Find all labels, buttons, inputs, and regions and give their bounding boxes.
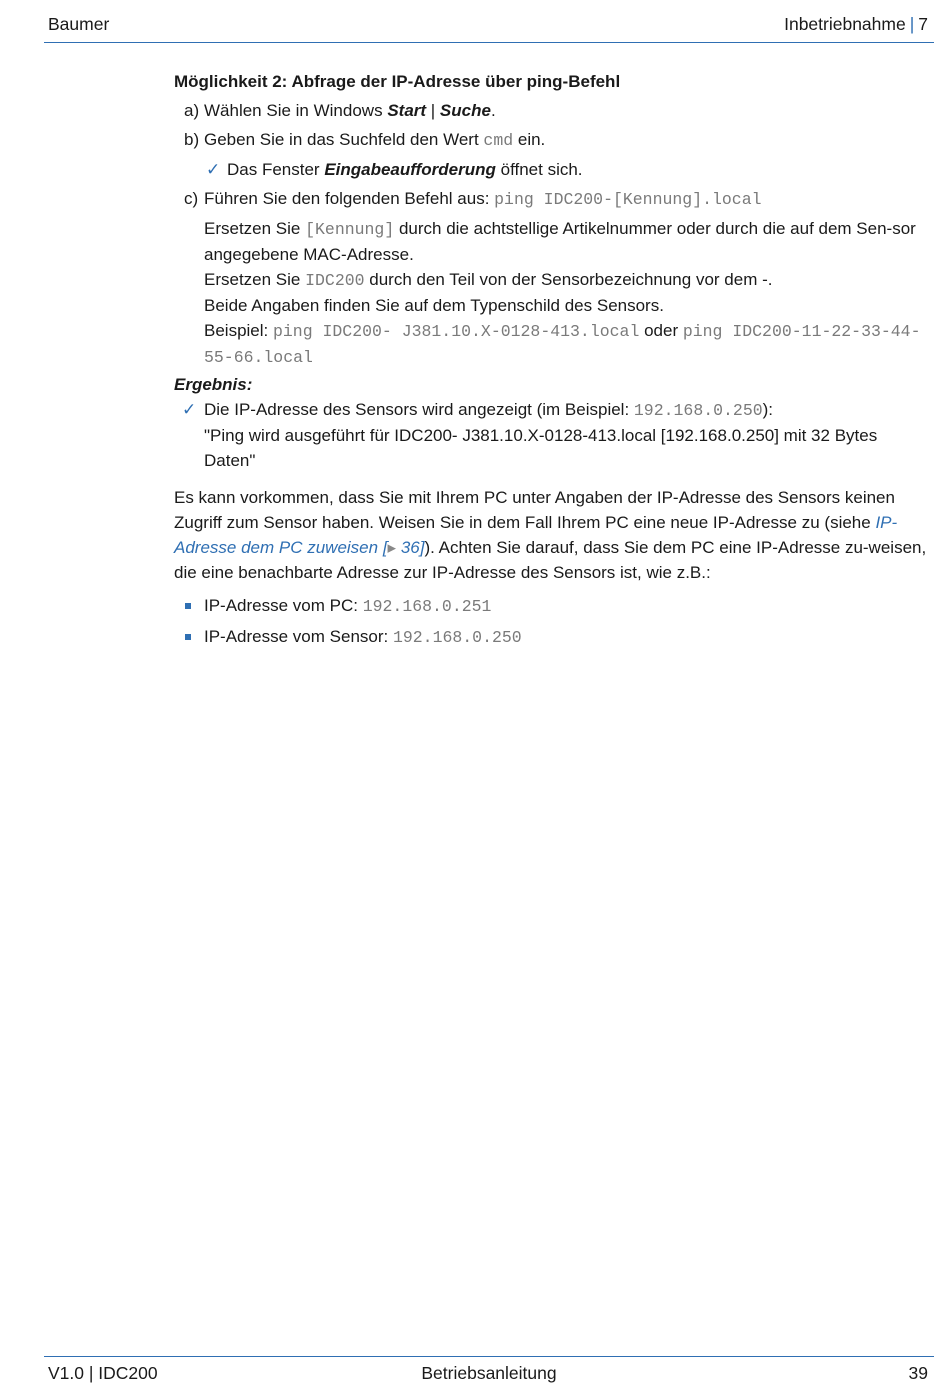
checkmark-icon: ✓	[182, 400, 197, 419]
main-content	[174, 69, 930, 655]
result-heading: Ergebnis:	[174, 375, 253, 394]
step-c-detail: Ersetzen Sie [Kennung] durch die achtstellige Artikelnummer oder durch die auf dem Sen-sor angegebene MAC-Adresse. Ersetzen Sie IDC200 durch den Teil von der Sensorbezeichnung vor dem -. Beide Angaben finden Sie auf dem Typenschild des Sensors. Beispiel: ping IDC200- J381.10.X-0128-413.local oder ping IDC200-11-22-33-44-55-66.local	[204, 219, 921, 367]
bullet-icon	[185, 634, 191, 640]
step-c: c) Führen Sie den folgenden Befehl aus: ping IDC200-[Kennung].local	[174, 186, 930, 212]
footer-title: Betriebsanleitung	[421, 1363, 557, 1383]
list-item: IP-Adresse vom PC: 192.168.0.251	[174, 593, 930, 619]
step-label: c)	[184, 189, 199, 208]
checkmark-icon: ✓	[206, 160, 221, 179]
page-footer	[44, 1356, 934, 1385]
cross-reference-link[interactable]: IP-Adresse dem PC zuweisen [▸ 36]	[174, 513, 898, 557]
section-heading: Möglichkeit 2: Abfrage der IP-Adresse über ping-Befehl	[174, 72, 621, 91]
bullet-icon	[185, 603, 191, 609]
code-ping: ping IDC200-[Kennung].local	[494, 190, 762, 209]
result-check-b: ✓ Das Fenster Eingabeaufforderung öffnet sich.	[174, 157, 930, 182]
footer-page-number: 39	[908, 1363, 928, 1383]
header-chapter: Inbetriebnahme | 7	[784, 14, 928, 34]
list-item: IP-Adresse vom Sensor: 192.168.0.250	[174, 624, 930, 650]
page-header	[44, 14, 934, 43]
code-cmd: cmd	[483, 131, 514, 150]
step-label: a)	[184, 101, 200, 120]
step-a: a) Wählen Sie in Windows Start | Suche.	[174, 98, 930, 123]
arrow-icon: ▸	[387, 538, 397, 557]
step-label: b)	[184, 130, 200, 149]
body-paragraph: Es kann vorkommen, dass Sie mit Ihrem PC unter Angaben der IP-Adresse des Sensors keinen Zugriff zum Sensor haben. Weisen Sie in dem Fall Ihrem PC eine neue IP-Adresse zu (siehe IP-Adresse dem PC zuweisen [▸ 36]). Achten Sie darauf, dass Sie dem PC eine IP-Adresse zu-weisen, die eine benachbarte Adresse zur IP-Adresse des Sensors ist, wie z.B.:	[174, 488, 927, 582]
result-item: ✓ Die IP-Adresse des Sensors wird angezeigt (im Beispiel: 192.168.0.250): "Ping wird ausgeführt für IDC200- J381.10.X-0128-413.local [192.168.0.250] mit 32 Bytes Daten"	[174, 397, 930, 473]
header-brand: Baumer	[48, 14, 110, 34]
footer-version: V1.0 | IDC200	[48, 1363, 158, 1383]
step-b: b) Geben Sie in das Suchfeld den Wert cmd ein.	[174, 127, 930, 153]
